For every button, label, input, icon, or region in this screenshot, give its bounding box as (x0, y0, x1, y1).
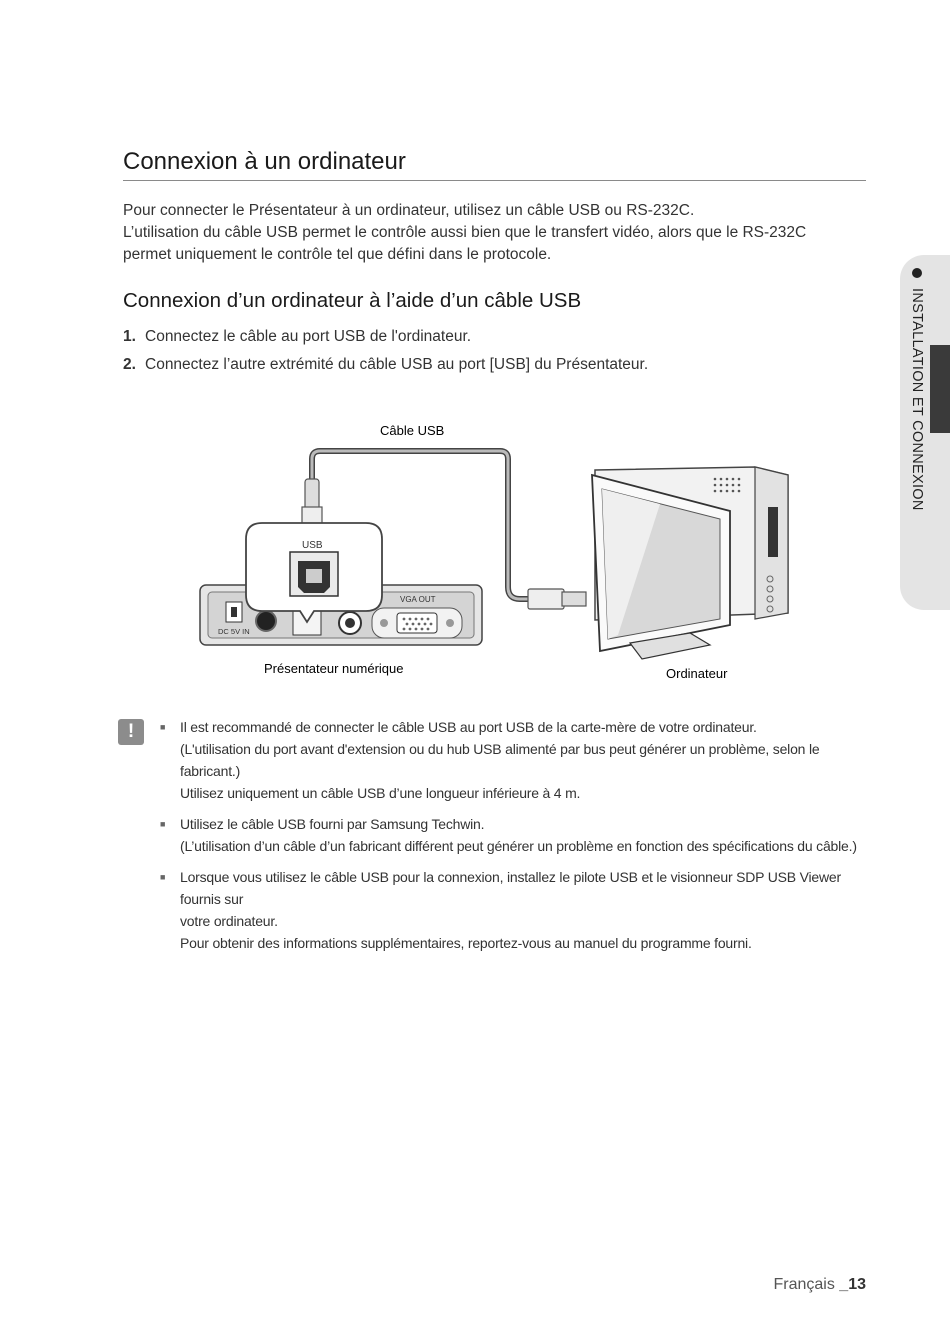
square-bullet-icon: ■ (160, 872, 166, 882)
dc-in-label: DC 5V IN (218, 627, 250, 636)
note-line: Il est recommandé de connecter le câble USB au port USB de la carte-mère de votre ordinateur. (180, 719, 757, 735)
note-line: Utilisez uniquement un câble USB d’une longueur inférieure à 4 m. (180, 785, 581, 801)
usb-port-callout (246, 523, 382, 622)
note-item (160, 716, 880, 804)
intro-line: L’utilisation du câble USB permet le contrôle aussi bien que le transfert vidéo, alors que le RS-232C (123, 224, 807, 241)
intro-line: permet uniquement le contrôle tel que défini dans le protocole. (123, 246, 552, 263)
note-line: (L'utilisation du port avant d'extension ou du hub USB alimenté par bus peut générer un problème, selon le fabricant.) (180, 741, 820, 779)
steps-list (123, 328, 648, 384)
chapter-tab-text: INSTALLATION ET CONNEXION (909, 288, 925, 511)
step-item (123, 328, 648, 356)
subsection-title: Connexion d’un ordinateur à l’aide d’un câble USB (123, 289, 582, 312)
note-icon: ! (118, 719, 144, 745)
usb-b-plug (302, 479, 322, 529)
step-item (123, 356, 648, 384)
step-text: Connectez l’autre extrémité du câble USB au port [USB] du Présentateur. (145, 356, 649, 373)
connection-diagram (190, 415, 810, 695)
note-line: Lorsque vous utilisez le câble USB pour la connexion, installez le pilote USB et le visionneur SDP USB Viewer fournis sur (180, 869, 841, 907)
notes-list (160, 716, 880, 963)
square-bullet-icon: ■ (160, 722, 166, 732)
step-number: 1. (123, 328, 136, 345)
page-footer: Français _13 (773, 1276, 866, 1293)
footer-language: Français (773, 1276, 835, 1293)
step-text: Connectez le câble au port USB de l'ordinateur. (145, 328, 472, 345)
note-line: Utilisez le câble USB fourni par Samsung Techwin. (180, 816, 485, 832)
usb-port-label: USB (302, 540, 323, 551)
chapter-tab-label (905, 268, 929, 598)
note-item (160, 813, 880, 857)
usb-a-plug (528, 589, 586, 609)
bullet-dot-icon (912, 268, 922, 278)
section-title: Connexion à un ordinateur (123, 148, 406, 175)
square-bullet-icon: ■ (160, 819, 166, 829)
intro-paragraph (123, 200, 868, 266)
chapter-marker (930, 345, 950, 433)
page-number: 13 (848, 1276, 866, 1293)
intro-line: Pour connecter le Présentateur à un ordinateur, utilisez un câble USB ou RS-232C. (123, 202, 695, 219)
presenter-label: Présentateur numérique (264, 661, 404, 676)
note-item (160, 866, 880, 954)
computer-illustration (592, 467, 788, 659)
title-divider (123, 180, 866, 181)
computer-label: Ordinateur (666, 666, 728, 681)
vga-out-label: VGA OUT (400, 595, 436, 604)
note-line: (L’utilisation d’un câble d’un fabricant différent peut générer un problème en fonction des spécifications du câble.) (180, 838, 857, 854)
note-line: votre ordinateur. (180, 913, 278, 929)
cable-label: Câble USB (380, 423, 445, 438)
note-line: Pour obtenir des informations supplémentaires, reportez-vous au manuel du programme fourni. (180, 935, 752, 951)
step-number: 2. (123, 356, 136, 373)
